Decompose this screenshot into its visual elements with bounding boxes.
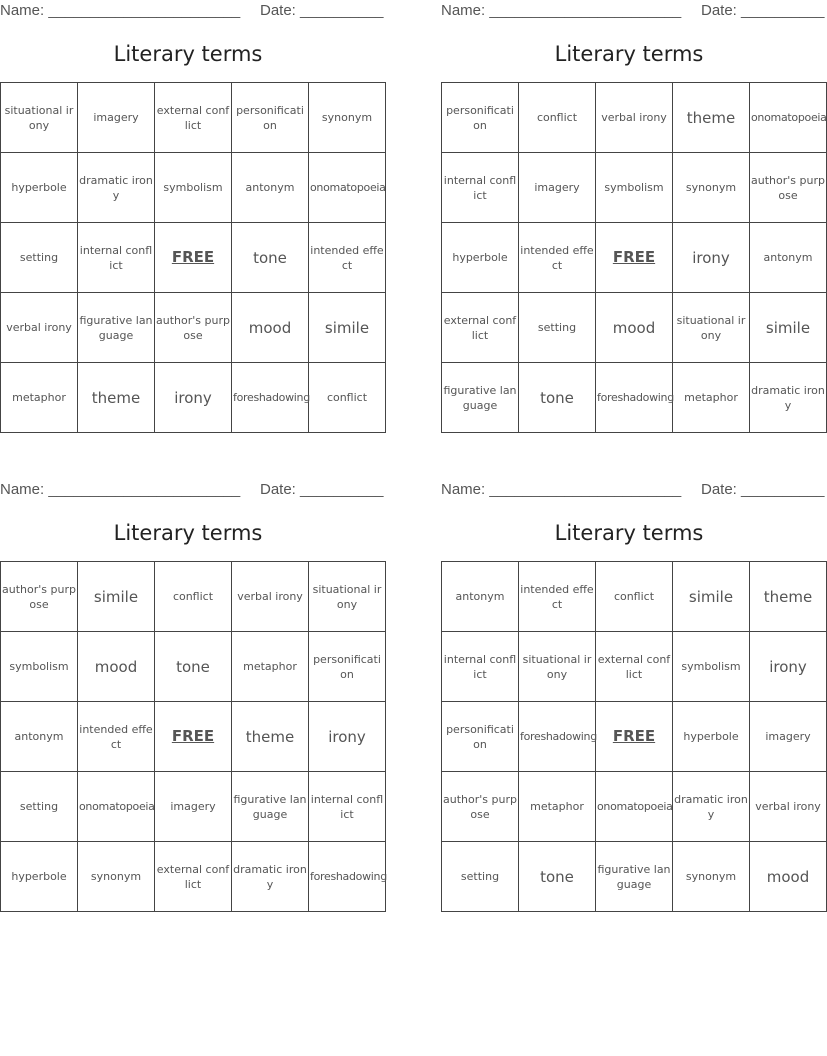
bingo-cell: irony	[673, 223, 750, 293]
bingo-cell: antonym	[442, 562, 519, 632]
bingo-cell: symbolism	[596, 153, 673, 223]
bingo-cell: antonym	[750, 223, 827, 293]
bingo-row	[442, 83, 827, 153]
bingo-cell: situational irony	[1, 83, 78, 153]
bingo-cell: mood	[232, 293, 309, 363]
bingo-cell: internal conflict	[309, 772, 386, 842]
date-field-label: Date: __________	[701, 2, 825, 19]
bingo-cell: metaphor	[673, 363, 750, 433]
bingo-cell: foreshadowing	[519, 702, 596, 772]
bingo-cell: author's purpose	[442, 772, 519, 842]
name-field-label: Name: _______________________	[441, 2, 682, 19]
bingo-row	[1, 363, 386, 433]
bingo-card	[441, 479, 825, 909]
card-title: Literary terms	[113, 521, 263, 545]
bingo-cell: internal conflict	[442, 153, 519, 223]
bingo-cell: simile	[673, 562, 750, 632]
bingo-row	[1, 293, 386, 363]
bingo-cell: synonym	[673, 153, 750, 223]
bingo-card	[0, 0, 386, 430]
bingo-cell: conflict	[596, 562, 673, 632]
bingo-row	[1, 772, 386, 842]
bingo-row	[1, 562, 386, 632]
bingo-cell: mood	[78, 632, 155, 702]
bingo-cell: metaphor	[232, 632, 309, 702]
bingo-cell: setting	[1, 223, 78, 293]
bingo-row	[442, 772, 827, 842]
name-field-label: Name: _______________________	[441, 481, 682, 498]
bingo-cell: author's purpose	[155, 293, 232, 363]
bingo-cell: external conflict	[596, 632, 673, 702]
date-field-label: Date: __________	[260, 481, 384, 498]
bingo-cell: setting	[519, 293, 596, 363]
bingo-cell: tone	[155, 632, 232, 702]
bingo-cell: personification	[232, 83, 309, 153]
bingo-cell: imagery	[78, 83, 155, 153]
bingo-row	[1, 83, 386, 153]
bingo-cell: external conflict	[442, 293, 519, 363]
bingo-cell: hyperbole	[1, 153, 78, 223]
bingo-cell: irony	[155, 363, 232, 433]
bingo-cell: verbal irony	[232, 562, 309, 632]
bingo-grid	[0, 82, 386, 433]
card-header	[0, 2, 384, 20]
bingo-cell: dramatic irony	[232, 842, 309, 912]
bingo-row	[442, 293, 827, 363]
bingo-cell: situational irony	[519, 632, 596, 702]
bingo-row	[1, 153, 386, 223]
bingo-row	[1, 702, 386, 772]
free-space: FREE	[596, 223, 673, 293]
bingo-cell: imagery	[155, 772, 232, 842]
free-space: FREE	[596, 702, 673, 772]
date-field-label: Date: __________	[260, 2, 384, 19]
bingo-cell: figurative language	[442, 363, 519, 433]
bingo-cell: hyperbole	[1, 842, 78, 912]
card-title: Literary terms	[554, 42, 704, 66]
name-field-label: Name: _______________________	[0, 481, 241, 498]
bingo-cell: mood	[750, 842, 827, 912]
bingo-row	[1, 223, 386, 293]
bingo-cell: conflict	[519, 83, 596, 153]
bingo-card	[0, 479, 387, 909]
card-header	[441, 481, 825, 499]
bingo-cell: dramatic irony	[673, 772, 750, 842]
card-header	[441, 2, 825, 20]
bingo-cell: external conflict	[155, 83, 232, 153]
bingo-cell: onomatopoeia	[78, 772, 155, 842]
bingo-cell: synonym	[673, 842, 750, 912]
bingo-cell: antonym	[1, 702, 78, 772]
bingo-cell: imagery	[750, 702, 827, 772]
bingo-cell: onomatopoeia	[750, 83, 827, 153]
bingo-cell: intended effect	[519, 562, 596, 632]
bingo-cell: external conflict	[155, 842, 232, 912]
bingo-cell: synonym	[78, 842, 155, 912]
bingo-cell: simile	[78, 562, 155, 632]
bingo-cell: hyperbole	[673, 702, 750, 772]
bingo-cell: foreshadowing	[309, 842, 386, 912]
bingo-cell: irony	[309, 702, 386, 772]
bingo-cell: theme	[232, 702, 309, 772]
bingo-cell: situational irony	[673, 293, 750, 363]
bingo-cell: intended effect	[309, 223, 386, 293]
bingo-cell: figurative language	[78, 293, 155, 363]
bingo-cell: dramatic irony	[750, 363, 827, 433]
bingo-cell: situational irony	[309, 562, 386, 632]
bingo-card	[441, 0, 827, 430]
bingo-cell: antonym	[232, 153, 309, 223]
bingo-row	[442, 153, 827, 223]
bingo-row	[442, 632, 827, 702]
bingo-cell: intended effect	[78, 702, 155, 772]
bingo-grid	[0, 561, 386, 912]
bingo-cell: metaphor	[519, 772, 596, 842]
bingo-row	[442, 842, 827, 912]
bingo-cell: foreshadowing	[232, 363, 309, 433]
name-field-label: Name: _______________________	[0, 2, 241, 19]
bingo-cell: symbolism	[673, 632, 750, 702]
bingo-cell: figurative language	[232, 772, 309, 842]
card-header	[0, 481, 384, 499]
bingo-cell: conflict	[309, 363, 386, 433]
bingo-cell: internal conflict	[78, 223, 155, 293]
bingo-cell: verbal irony	[750, 772, 827, 842]
bingo-cell: intended effect	[519, 223, 596, 293]
bingo-cell: personification	[442, 702, 519, 772]
bingo-grid	[441, 82, 827, 433]
bingo-cell: irony	[750, 632, 827, 702]
bingo-cell: metaphor	[1, 363, 78, 433]
bingo-cell: symbolism	[155, 153, 232, 223]
bingo-cell: foreshadowing	[596, 363, 673, 433]
bingo-cell: author's purpose	[750, 153, 827, 223]
bingo-cell: mood	[596, 293, 673, 363]
free-space: FREE	[155, 223, 232, 293]
bingo-cell: hyperbole	[442, 223, 519, 293]
bingo-cell: onomatopoeia	[309, 153, 386, 223]
bingo-row	[1, 632, 386, 702]
bingo-row	[442, 363, 827, 433]
bingo-cell: internal conflict	[442, 632, 519, 702]
card-title: Literary terms	[113, 42, 263, 66]
bingo-cell: personification	[309, 632, 386, 702]
bingo-cell: simile	[750, 293, 827, 363]
bingo-cell: theme	[78, 363, 155, 433]
bingo-cell: setting	[1, 772, 78, 842]
bingo-cell: dramatic irony	[78, 153, 155, 223]
bingo-cell: symbolism	[1, 632, 78, 702]
bingo-cell: onomatopoeia	[596, 772, 673, 842]
bingo-cell: author's purpose	[1, 562, 78, 632]
bingo-cell: figurative language	[596, 842, 673, 912]
bingo-row	[442, 223, 827, 293]
bingo-cell: tone	[519, 842, 596, 912]
bingo-cell: tone	[519, 363, 596, 433]
bingo-cell: simile	[309, 293, 386, 363]
bingo-cell: synonym	[309, 83, 386, 153]
bingo-cell: verbal irony	[596, 83, 673, 153]
bingo-cell: conflict	[155, 562, 232, 632]
bingo-cell: personification	[442, 83, 519, 153]
bingo-cell: setting	[442, 842, 519, 912]
bingo-grid	[441, 561, 827, 912]
bingo-row	[442, 562, 827, 632]
bingo-row	[442, 702, 827, 772]
date-field-label: Date: __________	[701, 481, 825, 498]
bingo-cell: verbal irony	[1, 293, 78, 363]
bingo-row	[1, 842, 386, 912]
bingo-cell: theme	[750, 562, 827, 632]
free-space: FREE	[155, 702, 232, 772]
bingo-cell: imagery	[519, 153, 596, 223]
bingo-cell: tone	[232, 223, 309, 293]
bingo-cell: theme	[673, 83, 750, 153]
card-title: Literary terms	[554, 521, 704, 545]
